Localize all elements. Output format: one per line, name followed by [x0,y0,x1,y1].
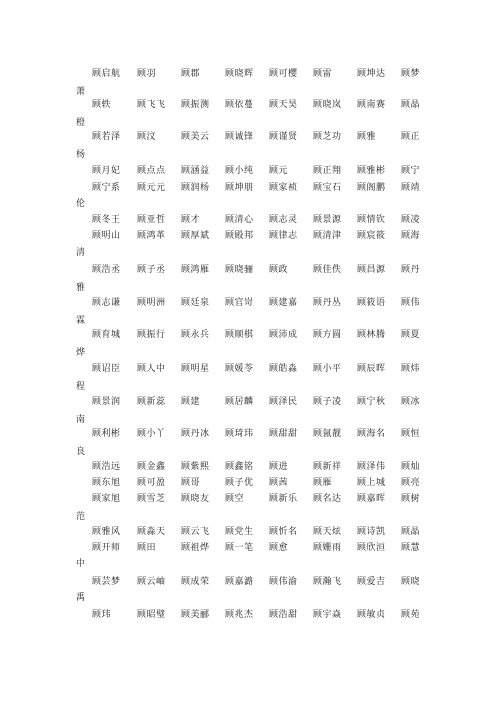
name-entry: 顾芸梦 [92,577,121,587]
wrapped-character: 范 [76,512,86,522]
wrapped-continuation-line [0,509,500,525]
name-entry: 顾可盈 [137,478,166,488]
name-entry: 顾炜 [401,364,421,374]
wrapped-continuation-line [0,147,500,163]
name-entry: 顾永兵 [181,330,210,340]
name-entry: 顾辰晖 [357,364,386,374]
wrapped-character: 雅 [76,283,86,293]
name-entry: 顾依蔓 [225,100,254,110]
name-entry: 顾居麟 [225,397,254,407]
name-entry: 顾晓辉 [225,69,254,79]
name-entry: 顾宁 [401,166,421,176]
name-entry: 顾小丫 [137,429,166,439]
name-entry: 顾天昊 [269,100,298,110]
name-entry: 顾晓 [401,577,421,587]
name-entry: 顾明星 [181,364,210,374]
name-entry: 顾海名 [357,429,386,439]
name-entry: 顾丹 [401,265,421,275]
name-entry: 顾厚斌 [181,231,210,241]
name-entry: 顾进 [269,462,289,472]
name-entry: 顾祖烨 [181,543,210,553]
name-row [0,426,500,442]
name-row [0,97,500,113]
name-entry: 顾家旭 [92,494,121,504]
name-row [0,607,500,623]
name-entry: 顾一笔 [225,543,254,553]
name-entry: 顾雪芝 [137,494,166,504]
name-entry: 顾方圆 [313,330,342,340]
name-entry: 顾雅彬 [357,166,386,176]
name-entry: 顾宁秋 [357,397,386,407]
name-entry: 顾雅风 [92,527,121,537]
name-entry: 顾淼天 [137,527,166,537]
name-entry: 顾晓友 [181,494,210,504]
name-entry: 顾雁 [313,478,333,488]
name-entry: 顾美云 [181,132,210,142]
name-entry: 顾子丞 [137,265,166,275]
wrapped-character: 清 [76,248,86,258]
name-entry: 顾泽伟 [357,462,386,472]
name-entry: 顾琦玮 [225,429,254,439]
name-row [0,327,500,343]
name-entry: 顾伟渝 [269,577,298,587]
name-entry: 顾媛苓 [225,364,254,374]
name-entry: 顾清津 [313,231,342,241]
name-entry: 顾雅 [357,132,377,142]
name-entry: 顾爱吉 [357,577,386,587]
name-entry: 顾若泽 [92,132,121,142]
name-entry: 顾上城 [357,478,386,488]
name-entry: 顾泽民 [269,397,298,407]
name-entry: 顾筱语 [357,298,386,308]
name-entry: 顾正翔 [313,166,342,176]
name-entry: 顾开师 [92,543,121,553]
name-entry: 顾沛成 [269,330,298,340]
name-entry: 顾茜 [269,478,289,488]
name-entry: 顾昌源 [357,265,386,275]
name-entry: 顾恒 [401,429,421,439]
name-entry: 顾紫熙 [181,462,210,472]
name-row [0,66,500,82]
name-row [0,475,500,491]
name-entry: 顾新乐 [269,494,298,504]
name-entry: 顾诏臣 [92,364,121,374]
name-entry: 顾宁系 [92,183,121,193]
name-entry: 顾廷泉 [181,298,210,308]
name-row [0,459,500,475]
name-entry: 顾浩远 [92,462,121,472]
name-row [0,295,500,311]
wrapped-continuation-line [0,245,500,261]
name-entry: 顾姗雨 [313,543,342,553]
name-entry: 顾晶 [401,100,421,110]
name-entry: 顾谨贤 [269,132,298,142]
name-entry: 顾阁鹏 [357,183,386,193]
name-entry: 顾诚锋 [225,132,254,142]
name-entry: 顾苑 [401,610,421,620]
name-entry: 顾亚哲 [137,215,166,225]
name-entry: 顾轶 [92,100,112,110]
name-entry: 顾夏 [401,330,421,340]
name-entry: 顾空 [225,494,245,504]
wrapped-character: 程 [76,382,86,392]
name-entry: 顾慧 [401,543,421,553]
name-entry: 顾靖 [401,183,421,193]
name-row [0,491,500,507]
name-entry: 顾哥 [181,478,201,488]
name-entry: 顾新蕊 [137,397,166,407]
name-entry: 顾点点 [137,166,166,176]
name-entry: 顾皓淼 [269,364,298,374]
wrapped-character: 萧 [76,87,86,97]
name-entry: 顾甜甜 [269,429,298,439]
wrapped-character: 杨 [76,150,86,160]
name-entry: 顾律志 [269,231,298,241]
name-entry: 顾云岫 [137,577,166,587]
name-entry: 顾浩丞 [92,265,121,275]
name-row [0,394,500,410]
wrapped-continuation-line [0,280,500,296]
name-entry: 顾子凌 [313,397,342,407]
name-entry: 顾林腾 [357,330,386,340]
wrapped-continuation-line [0,196,500,212]
name-entry: 顾玮 [92,610,112,620]
name-entry: 顾伟 [401,298,421,308]
name-entry: 顾鸿雁 [181,265,210,275]
name-entry: 顾志灵 [269,215,298,225]
name-entry: 顾利彬 [92,429,121,439]
name-entry: 顾子优 [225,478,254,488]
wrapped-continuation-line [0,556,500,572]
name-entry: 顾建嘉 [269,298,298,308]
name-entry: 顾晶 [401,527,421,537]
name-entry: 顾启航 [92,69,121,79]
name-entry: 顾名达 [313,494,342,504]
name-row [0,540,500,556]
name-entry: 顾宝石 [313,183,342,193]
name-entry: 顾南赛 [357,100,386,110]
wrapped-character: 霖 [76,316,86,326]
name-entry: 顾景源 [313,215,342,225]
name-entry: 顾政 [269,265,289,275]
name-entry: 顾小纯 [225,166,254,176]
name-entry: 顾元 [269,166,289,176]
wrapped-continuation-line [0,379,500,395]
wrapped-character: 禹 [76,593,86,603]
name-entry: 顾宸筱 [357,231,386,241]
wrapped-character: 伦 [76,199,86,209]
name-row [0,212,500,228]
name-entry: 顾晓骊 [225,265,254,275]
wrapped-character: 橙 [76,118,86,128]
name-entry: 顾芝功 [313,132,342,142]
name-row [0,361,500,377]
name-entry: 顾润杨 [181,183,210,193]
name-entry: 顾党生 [225,527,254,537]
name-entry: 顾冬王 [92,215,121,225]
name-row [0,163,500,179]
name-entry: 顾育城 [92,330,121,340]
name-entry: 顾浩甜 [269,610,298,620]
name-entry: 顾志谦 [92,298,121,308]
name-entry: 顾瀚飞 [313,577,342,587]
name-entry: 顾情钦 [357,215,386,225]
wrapped-character: 良 [76,447,86,457]
name-row [0,180,500,196]
name-entry: 顾嘉晖 [357,494,386,504]
name-entry: 顾金鑫 [137,462,166,472]
wrapped-character: 中 [76,559,86,569]
name-entry: 顾清心 [225,215,254,225]
wrapped-continuation-line [0,590,500,606]
name-row [0,524,500,540]
name-entry: 顾丹冰 [181,429,210,439]
name-entry: 顾忻名 [269,527,298,537]
name-entry: 顾敏贞 [357,610,386,620]
name-row [0,262,500,278]
name-entry: 顾官岢 [225,298,254,308]
name-entry: 顾坤达 [357,69,386,79]
name-entry: 顾鸿革 [137,231,166,241]
name-entry: 顾小平 [313,364,342,374]
name-entry: 顾涵益 [181,166,210,176]
name-entry: 顾家祯 [269,183,298,193]
name-entry: 顾才 [181,215,201,225]
name-entry: 顾人中 [137,364,166,374]
name-entry: 顾海 [401,231,421,241]
name-entry: 顾羽 [137,69,157,79]
name-row [0,574,500,590]
wrapped-continuation-line [0,444,500,460]
name-entry: 顾正 [401,132,421,142]
name-entry: 顾灿 [401,462,421,472]
name-entry: 顾美郦 [181,610,210,620]
name-entry: 顾振行 [137,330,166,340]
name-entry: 顾嘉潞 [225,577,254,587]
name-entry: 顾东旭 [92,478,121,488]
name-entry: 顾凌 [401,215,421,225]
name-row [0,129,500,145]
name-entry: 顾诗凯 [357,527,386,537]
name-entry: 顾欣洹 [357,543,386,553]
name-entry: 顾建 [181,397,201,407]
wrapped-continuation-line [0,345,500,361]
name-entry: 顾殿邦 [225,231,254,241]
name-entry: 顾明洲 [137,298,166,308]
name-entry: 顾田 [137,543,157,553]
name-row [0,228,500,244]
name-entry: 顾明山 [92,231,121,241]
name-entry: 顾飞飞 [137,100,166,110]
name-entry: 顾汶 [137,132,157,142]
name-entry: 顾成荣 [181,577,210,587]
wrapped-character: 烨 [76,348,86,358]
name-entry: 顾景润 [92,397,121,407]
name-entry: 顾冰 [401,397,421,407]
name-entry: 顾氤靓 [313,429,342,439]
name-entry: 顾郡 [181,69,201,79]
name-entry: 顾新祥 [313,462,342,472]
name-entry: 顾亮 [401,478,421,488]
name-entry: 顾兆杰 [225,610,254,620]
name-entry: 顾可樱 [269,69,298,79]
name-entry: 顾佳佚 [313,265,342,275]
name-entry: 顾愈 [269,543,289,553]
name-entry: 顾坤朋 [225,183,254,193]
name-entry: 顾梦 [401,69,421,79]
name-entry: 顾天炫 [313,527,342,537]
wrapped-character: 南 [76,415,86,425]
name-entry: 顾树 [401,494,421,504]
name-entry: 顾丹丛 [313,298,342,308]
name-entry: 顾云飞 [181,527,210,537]
name-entry: 顾宇焱 [313,610,342,620]
name-entry: 顾元元 [137,183,166,193]
name-entry: 顾振测 [181,100,210,110]
name-entry: 顾顺棋 [225,330,254,340]
name-entry: 顾昭璧 [137,610,166,620]
name-entry: 顾鑫铭 [225,462,254,472]
name-entry: 顾月妃 [92,166,121,176]
name-entry: 顾雷 [313,69,333,79]
name-entry: 顾晓岚 [313,100,342,110]
